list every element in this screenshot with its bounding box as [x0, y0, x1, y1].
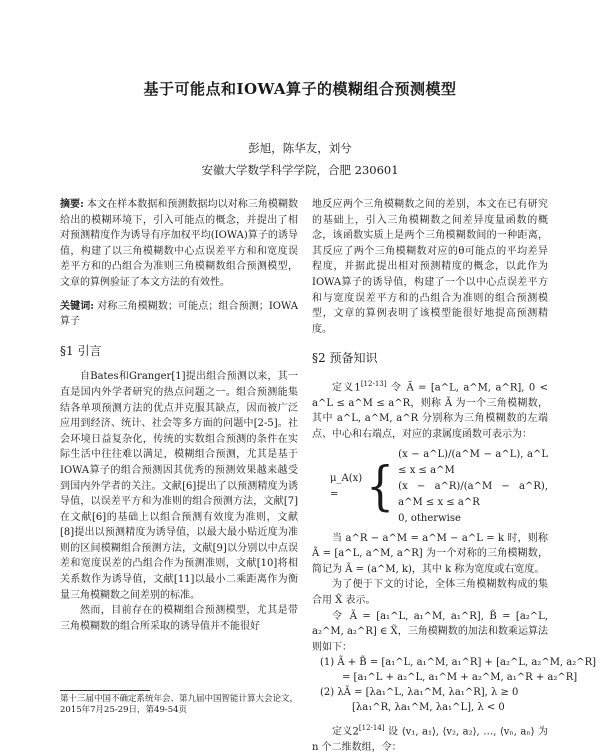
def1-label: 定义1: [332, 382, 361, 394]
symmetric-definition: 当 a^R − a^M = a^M − a^L = k 时，则称 Ã = [a^L, a^M, a^R] 为一个对称的三角模糊数，简记为 Ã = (a^M, k)，其中 k 称为宽度或右宽度。: [312, 532, 548, 575]
op1-line-a: (1) Ã + B̃ = [a₁^L, a₁^M, a₁^R] + [a₂^L, a₂^M, a₂^R]: [320, 657, 597, 669]
set-definition: 为了便于下文的讨论，全体三角模糊数构成的集合用 X̃ 表示。: [312, 579, 548, 607]
keywords: [60, 299, 298, 330]
right-continuation: 地反应两个三角模糊数之间的差别，本文在已有研究的基础上，引入三角模糊数之间差异度量函数的概念，该函数实质上是两个三角模糊数间的一种距离，其反应了两个三角模糊数对应的θ可能点的平均差异程度，并据此提出相对预测精度的概念，以此作为IOWA算子的诱导值，构建了一个以中心点误差平方和与宽度误差平方和的凸组合为准则的组合预测模型，文章的算例表明了该模型能很好地提高预测精度。: [312, 199, 548, 335]
abstract: [60, 197, 298, 291]
def2-label: 定义2: [332, 726, 359, 738]
left-column: [60, 197, 298, 634]
membership-function: [330, 447, 548, 527]
keywords-label: 关键词:: [60, 300, 94, 312]
intro-paragraph-2: 然而，目前存在的模糊组合预测模型，尤其是带三角模糊数的组合所采取的诱导值并不能很好: [60, 605, 298, 632]
operations: [320, 655, 597, 715]
paper-title: 基于可能点和IOWA算子的模糊组合预测模型: [143, 80, 457, 98]
op1-line-b: = [a₁^L + a₂^L, a₁^M + a₂^M, a₁^R + a₂^R]: [342, 672, 578, 684]
def2-ref: [12-14]: [358, 724, 385, 733]
abstract-text: 本文在样本数据和预测数据均以对称三角模糊数给出的模糊环境下，引入可能点的概念，并提出了相对预测精度作为诱导有序加权平均(IOWA)算子的诱导值，构建了以三角模糊数中心点误差平方和和宽度误差平方和的凸组合为准则三角模糊数组合预测模型，文章的算例验证了本文方法的有效性。: [60, 199, 298, 288]
section1-heading: §1 引言: [60, 343, 102, 358]
def1-ref: [12-13]: [360, 379, 387, 388]
left-brace-icon: {: [366, 455, 395, 517]
footnote-divider: [60, 690, 150, 691]
case-3: 0, otherwise: [398, 512, 461, 524]
op2-line-a: (2) λÃ = [λa₁^L, λa₁^M, λa₁^R], λ ≥ 0: [320, 687, 519, 699]
case-2: (x − a^R)/(a^M − a^R), a^M ≤ x ≤ a^R: [398, 480, 548, 508]
def2-text: 设 ⟨v₁, a₁⟩, ⟨v₂, a₂⟩, …, ⟨vₙ, aₙ⟩ 为 n 个二维数组，令：: [312, 726, 548, 754]
op2-line-b: [λa₁^R, λa₁^M, λa₁^L], λ < 0: [352, 702, 505, 714]
authors: 彭旭，陈华友，刘兮: [248, 141, 352, 155]
right-column: [312, 197, 597, 756]
operations-intro: 令 Ã = [a₁^L, a₁^M, a₁^R], B̃ = [a₂^L, a₂^M, a₂^R] ∈ X̃，三角模糊数的加法和数乘运算法则如下：: [312, 610, 548, 653]
intro-paragraph-1: 自Bates和Granger[1]提出组合预测以来，其一直是国内外学者研究的热点问题之一。组合预测能集结各单项预测方法的优点并克服其缺点，因而被广泛应用到经济、统计、社会等多方面的问题中[2-5]。社会环境日益复杂化，传统的实数组合预测的条件在实际生活中往往难以满足，模糊组合预测，尤其是基于IOWA算子的组合预测因其优秀的预测效果越来越受到国内外学者的关注。文献[6]提出了以预测精度为诱导值，以误差平方和为准则的组合预测方法，文献[7]在文献[6]的基础上以组合预测有效度为准则，文献[8]提出以预测精度为诱导值，以最大最小贴近度为准则的区间模糊组合预测方法，文献[9]以分别以中点误差和宽度误差的凸组合作为预测准则，文献[10]将相关系数作为诱导值，文献[11]以最小二乘距离作为衡量三角模糊数之间差别的标准。: [60, 371, 298, 601]
keywords-text: 对称三角模糊数；可能点；组合预测；IOWA算子: [60, 300, 298, 328]
definition-1: [312, 377, 548, 443]
footnote: 第十三届中国不确定系统年会、第九届中国智能计算大会论文，2015年7月25-29日，第49-54页: [60, 694, 299, 715]
definition-2: [312, 721, 548, 756]
def1-text: 令 Ã = [a^L, a^M, a^R], 0 < a^L ≤ a^M ≤ a^R，则称 Ã 为一个三角模糊数，其中 a^L, a^M, a^R 分别称为三角模糊数的左端点、中心和右端点，对应的隶属度函数可表示为：: [312, 382, 548, 441]
affiliation: 安徽大学数学科学学院，合肥 230601: [201, 163, 399, 177]
section2-heading: §2 预备知识: [312, 351, 378, 366]
case-1: (x − a^L)/(a^M − a^L), a^L ≤ x ≤ a^M: [398, 448, 548, 476]
membership-cases: [398, 447, 548, 527]
abstract-label: 摘要:: [60, 199, 84, 210]
mu-label: μ_A(x) =: [330, 473, 363, 500]
